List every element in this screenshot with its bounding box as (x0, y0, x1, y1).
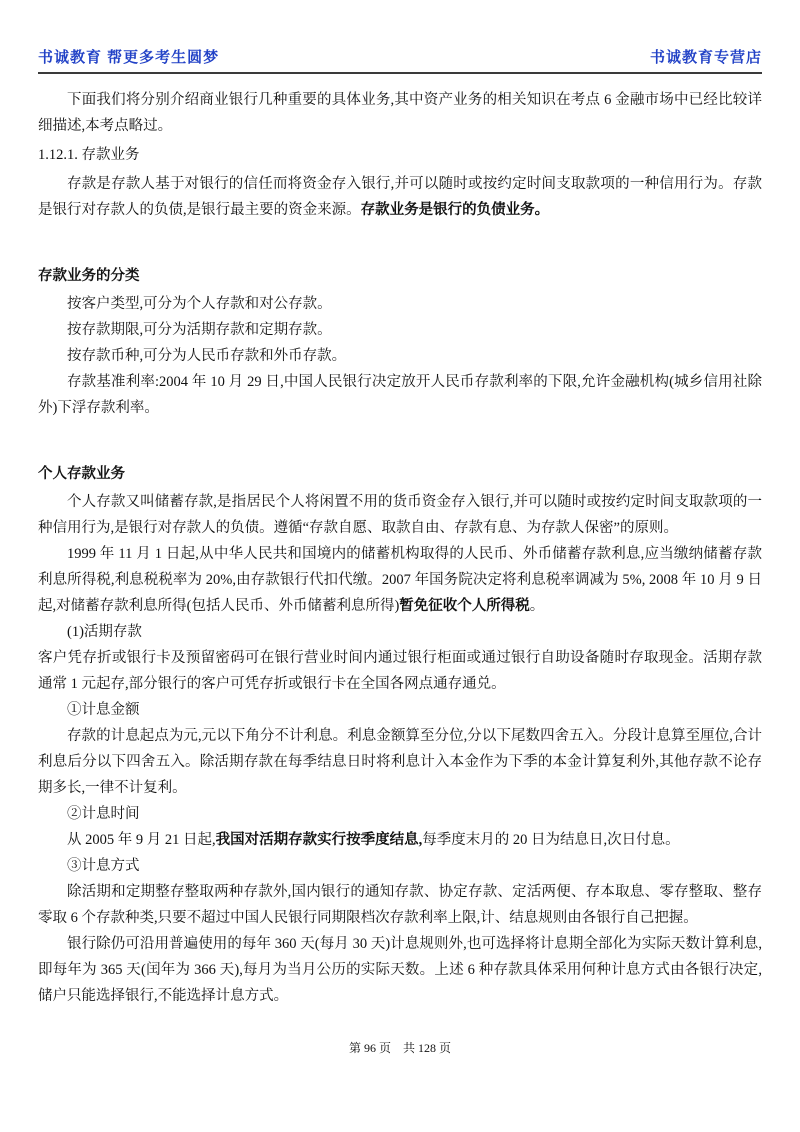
bold-text-run: 暂免征收个人所得税 (399, 598, 530, 614)
page-number: 第 96 页 共 128 页 (348, 1041, 451, 1055)
body-paragraph (38, 489, 762, 541)
body-paragraph (38, 317, 762, 343)
text-run: (1)活期存款 (67, 624, 142, 640)
body-paragraph (38, 541, 762, 619)
subsection-heading (38, 263, 762, 289)
text-run: 客户凭存折或银行卡及预留密码可在银行营业时间内通过银行柜面或通过银行自助设备随时存取现金。活期存款通常 1 元起存,部分银行的客户可凭存折或银行卡在全国各网点通存通兑。 (38, 650, 762, 692)
subsection-heading (38, 461, 762, 487)
bold-text-run: 存款业务是银行的负债业务。 (360, 202, 550, 218)
body-paragraph (38, 827, 762, 853)
text-run: 。 (529, 598, 545, 614)
document-body (38, 74, 762, 1009)
text-run: ①计息金额 (67, 702, 140, 718)
page-footer (0, 1039, 800, 1056)
body-paragraph (38, 931, 762, 1009)
header-brand-left: 书诚教育 帮更多考生圆梦 (38, 49, 220, 66)
text-run: 个人存款业务 (38, 466, 125, 482)
bold-text-run: 我国对活期存款实行按季度结息, (215, 832, 423, 848)
text-run: 从 2005 年 9 月 21 日起, (67, 832, 216, 848)
text-run: 按存款期限,可分为活期存款和定期存款。 (67, 322, 332, 338)
text-run: 1.12.1. 存款业务 (38, 147, 140, 163)
text-run: 按存款币种,可分为人民币存款和外币存款。 (67, 348, 347, 364)
body-paragraph (38, 369, 762, 421)
text-run: 存款的计息起点为元,元以下角分不计利息。利息金额算至分位,分以下尾数四舍五入。分段计息算至厘位,合计利息后分以下四舍五入。除活期存款在每季结息日时将利息计入本金作为下季的本金计算复利外,其他存款不论存期多长,一律不计复利。 (38, 728, 762, 796)
body-paragraph (38, 879, 762, 931)
body-paragraph (38, 343, 762, 369)
list-item-heading (38, 853, 762, 879)
page-header (38, 0, 762, 74)
section-heading (38, 142, 762, 168)
list-item-heading (38, 619, 762, 645)
list-item-heading (38, 697, 762, 723)
body-paragraph (38, 291, 762, 317)
text-run: 存款是存款人基于对银行的信任而将资金存入银行,并可以随时或按约定时间支取款项的一种信用行为。存款是银行对存款人的负债,是银行最主要的资金来源。 (38, 176, 762, 218)
intro-paragraph (38, 87, 762, 139)
text-run: 存款基准利率:2004 年 10 月 29 日,中国人民银行决定放开人民币存款利率的下限,允许金融机构(城乡信用社除外)下浮存款利率。 (38, 374, 762, 416)
body-paragraph (38, 723, 762, 801)
body-paragraph (38, 171, 762, 223)
text-run: 存款业务的分类 (38, 268, 140, 284)
text-run: 个人存款又叫储蓄存款,是指居民个人将闲置不用的货币资金存入银行,并可以随时或按约定时间支取款项的一种信用行为,是银行对存款人的负债。遵循“存款自愿、取款自由、存款有息、为存款人保密”的原则。 (38, 494, 762, 536)
text-run: 下面我们将分别介绍商业银行几种重要的具体业务,其中资产业务的相关知识在考点 6 金融市场中已经比较详细描述,本考点略过。 (38, 92, 762, 134)
body-paragraph (38, 645, 762, 697)
text-run: 每季度末月的 20 日为结息日,次日付息。 (422, 832, 680, 848)
text-run: 按客户类型,可分为个人存款和对公存款。 (67, 296, 332, 312)
list-item-heading (38, 801, 762, 827)
header-brand-right: 书诚教育专营店 (649, 49, 762, 66)
text-run: 除活期和定期整存整取两种存款外,国内银行的通知存款、协定存款、定活两便、存本取息、零存整取、整存零取 6 个存款种类,只要不超过中国人民银行同期限档次存款利率上限,计、结息规则由各银行自己把握。 (38, 884, 762, 926)
text-run: ③计息方式 (67, 858, 140, 874)
text-run: 银行除仍可沿用普遍使用的每年 360 天(每月 30 天)计息规则外,也可选择将计息期全部化为实际天数计算利息,即每年为 365 天(闰年为 366 天),每月为当月公历的实际天数。上述 6 种存款具体采用何种计息方式由各银行决定,储户只能选择银行,不能选择计息方式。 (38, 936, 762, 1004)
text-run: 1999 年 11 月 1 日起,从中华人民共和国境内的储蓄机构取得的人民币、外币储蓄存款利息,应当缴纳储蓄存款利息所得税,利息税税率为 20%,由存款银行代扣代缴。2007 年国务院决定将利息税率调减为 5%, 2008 年 10 月 9 日起,对储蓄存款利息所得(包括人民币、外币储蓄利息所得) (38, 546, 762, 614)
text-run: ②计息时间 (67, 806, 140, 822)
